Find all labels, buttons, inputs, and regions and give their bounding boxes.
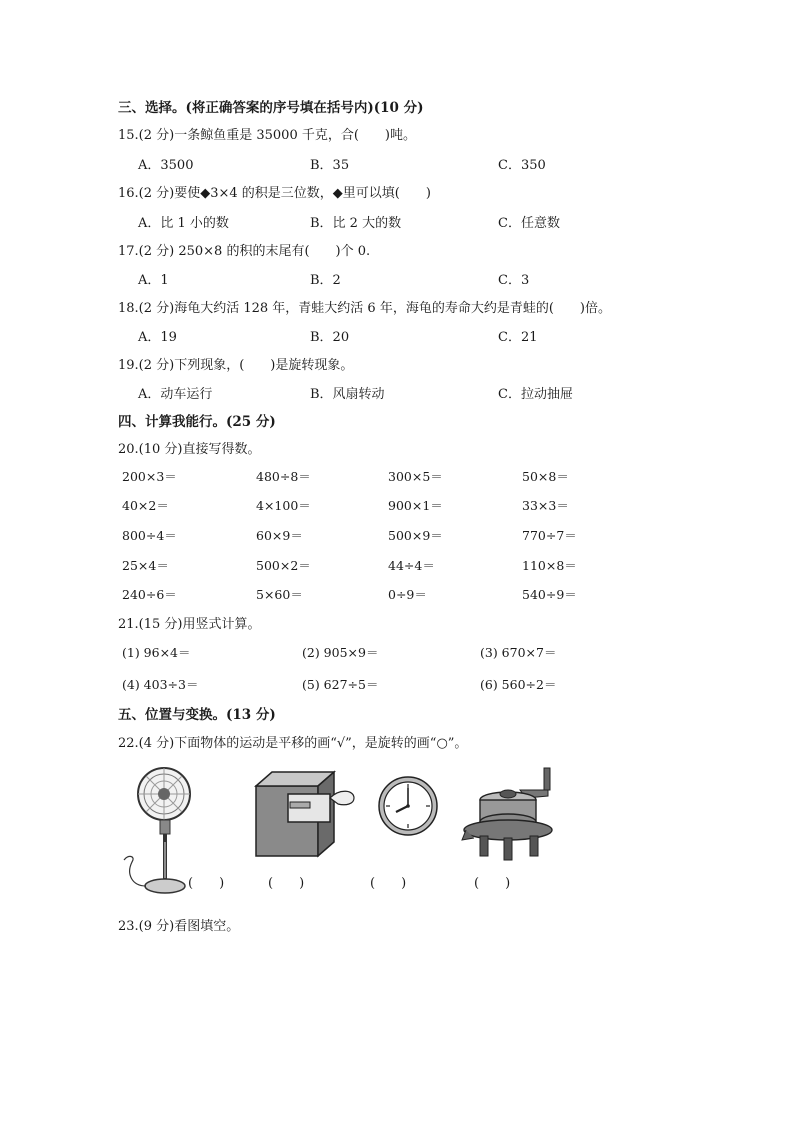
vertical-calc-item: (3) 670×7＝ bbox=[480, 645, 557, 660]
section4-title: 四、计算我能行。(25 分) bbox=[118, 414, 276, 430]
calc-item: 110×8＝ bbox=[522, 558, 577, 573]
question-15-option-a: A．3500 bbox=[138, 158, 194, 173]
calc-item: 770÷7＝ bbox=[522, 528, 577, 543]
question-15-option-c: C．350 bbox=[498, 158, 546, 173]
question-18-stem: 18.(2 分)海龟大约活 128 年，青蛙大约活 6 年，海龟的寿命大约是青蛙的( )倍。 bbox=[118, 301, 611, 316]
question-17-stem: 17.(2 分) 250×8 的积的末尾有( )个 0. bbox=[118, 244, 371, 259]
question-19-stem: 19.(2 分)下列现象，( )是旋转现象。 bbox=[118, 358, 354, 373]
clock-icon bbox=[376, 774, 440, 838]
question-17-option-b: B．2 bbox=[310, 273, 341, 288]
calc-item: 5×60＝ bbox=[256, 587, 303, 602]
drawer-icon bbox=[250, 768, 360, 860]
question-22-stem: 22.(4 分)下面物体的运动是平移的画“√”，是旋转的画“○”。 bbox=[118, 736, 468, 751]
vertical-calc-item: (5) 627÷5＝ bbox=[302, 677, 379, 692]
question-18-option-b: B．20 bbox=[310, 330, 350, 345]
question-18-option-c: C．21 bbox=[498, 330, 538, 345]
question-18-option-a: A．19 bbox=[138, 330, 177, 345]
calc-item: 540÷9＝ bbox=[522, 587, 577, 602]
answer-blank-drawer[interactable]: ( ) bbox=[268, 876, 305, 891]
vertical-calc-item: (6) 560÷2＝ bbox=[480, 677, 557, 692]
question-16-option-c: C．任意数 bbox=[498, 216, 560, 231]
calc-item: 40×2＝ bbox=[122, 498, 169, 513]
question-19-option-c: C．拉动抽屉 bbox=[498, 387, 573, 402]
calc-item: 200×3＝ bbox=[122, 469, 177, 484]
calc-item: 500×9＝ bbox=[388, 528, 443, 543]
calc-item: 240÷6＝ bbox=[122, 587, 177, 602]
calc-item: 480÷8＝ bbox=[256, 469, 311, 484]
question-15-option-b: B．35 bbox=[310, 158, 350, 173]
section3-title: 三、选择。(将正确答案的序号填在括号内)(10 分) bbox=[118, 100, 424, 116]
section5-title: 五、位置与变换。(13 分) bbox=[118, 707, 276, 723]
question-23-stem: 23.(9 分)看图填空。 bbox=[118, 919, 240, 934]
question-16-option-b: B．比 2 大的数 bbox=[310, 216, 402, 231]
question-20-stem: 20.(10 分)直接写得数。 bbox=[118, 442, 261, 457]
answer-blank-millstone[interactable]: ( ) bbox=[474, 876, 511, 891]
question-21-stem: 21.(15 分)用竖式计算。 bbox=[118, 617, 261, 632]
question-17-option-a: A．1 bbox=[138, 273, 169, 288]
calc-item: 60×9＝ bbox=[256, 528, 303, 543]
answer-blank-clock[interactable]: ( ) bbox=[370, 876, 407, 891]
calc-item: 300×5＝ bbox=[388, 469, 443, 484]
answer-blank-fan[interactable]: ( ) bbox=[188, 876, 225, 891]
calc-item: 0÷9＝ bbox=[388, 587, 427, 602]
millstone-icon bbox=[460, 764, 560, 868]
question-17-option-c: C．3 bbox=[498, 273, 530, 288]
calc-item: 44÷4＝ bbox=[388, 558, 435, 573]
vertical-calc-item: (2) 905×9＝ bbox=[302, 645, 379, 660]
question-16-option-a: A．比 1 小的数 bbox=[138, 216, 229, 231]
calc-item: 500×2＝ bbox=[256, 558, 311, 573]
calc-item: 50×8＝ bbox=[522, 469, 569, 484]
calc-item: 800÷4＝ bbox=[122, 528, 177, 543]
calc-item: 4×100＝ bbox=[256, 498, 311, 513]
vertical-calc-item: (1) 96×4＝ bbox=[122, 645, 191, 660]
question-16-stem: 16.(2 分)要使◆3×4 的积是三位数，◆里可以填( ) bbox=[118, 186, 431, 201]
vertical-calc-item: (4) 403÷3＝ bbox=[122, 677, 199, 692]
question-19-option-b: B．风扇转动 bbox=[310, 387, 385, 402]
question-19-option-a: A．动车运行 bbox=[138, 387, 213, 402]
calc-item: 25×4＝ bbox=[122, 558, 169, 573]
calc-item: 900×1＝ bbox=[388, 498, 443, 513]
question-15-stem: 15.(2 分)一条鲸鱼重是 35000 千克，合( )吨。 bbox=[118, 128, 416, 143]
calc-item: 33×3＝ bbox=[522, 498, 569, 513]
